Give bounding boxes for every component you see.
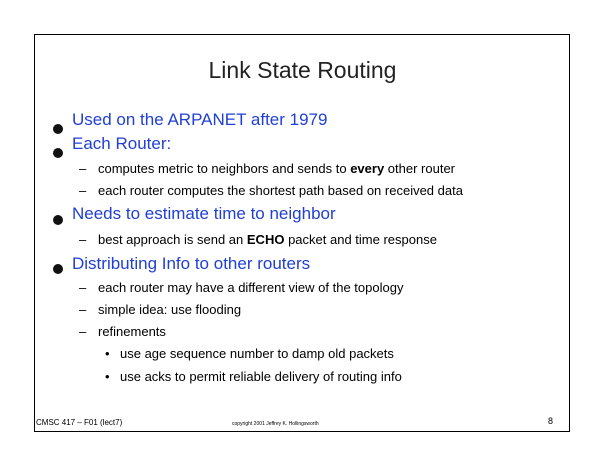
bullet-dot — [53, 148, 63, 158]
footer-course: CMSC 417 – F01 (lect7) — [36, 418, 123, 427]
sub-bullet-2-2: each router computes the shortest path based on received data — [98, 183, 463, 198]
bullet-dot — [53, 215, 63, 225]
dash-marker: – — [79, 302, 87, 317]
bullet-2: Each Router: — [72, 134, 172, 153]
sub-sub-bullet-2: use acks to permit reliable delivery of routing info — [120, 369, 402, 384]
sub-bullet-4-3: refinements — [98, 324, 166, 339]
dot-marker: • — [105, 369, 110, 384]
sub-bullet-4-2: simple idea: use flooding — [98, 302, 242, 317]
sub-bullet-2-1: computes metric to neighbors and sends to every other router — [98, 161, 456, 176]
bullet-4: Distributing Info to other routers — [72, 254, 311, 273]
dash-marker: – — [79, 183, 87, 198]
dash-marker: – — [79, 161, 87, 176]
sub-bullet-4-1: each router may have a different view of the topology — [98, 280, 404, 295]
bullet-1: Used on the ARPANET after 1979 — [72, 110, 328, 129]
page-number: 8 — [548, 416, 554, 426]
dot-marker: • — [105, 346, 110, 361]
sub-sub-bullet-1: use age sequence number to damp old packets — [120, 346, 394, 361]
bullet-3: Needs to estimate time to neighbor — [72, 204, 336, 223]
dash-marker: – — [79, 232, 87, 247]
dash-marker: – — [79, 324, 87, 339]
bullet-dot — [53, 124, 63, 134]
sub-bullet-3-1: best approach is send an ECHO packet and time response — [98, 232, 437, 247]
dash-marker: – — [79, 280, 87, 295]
footer-copyright: copyright 2001 Jeffrey K. Hollingsworth — [232, 421, 319, 427]
slide-title: Link State Routing — [208, 57, 397, 83]
bullet-dot — [53, 264, 63, 274]
